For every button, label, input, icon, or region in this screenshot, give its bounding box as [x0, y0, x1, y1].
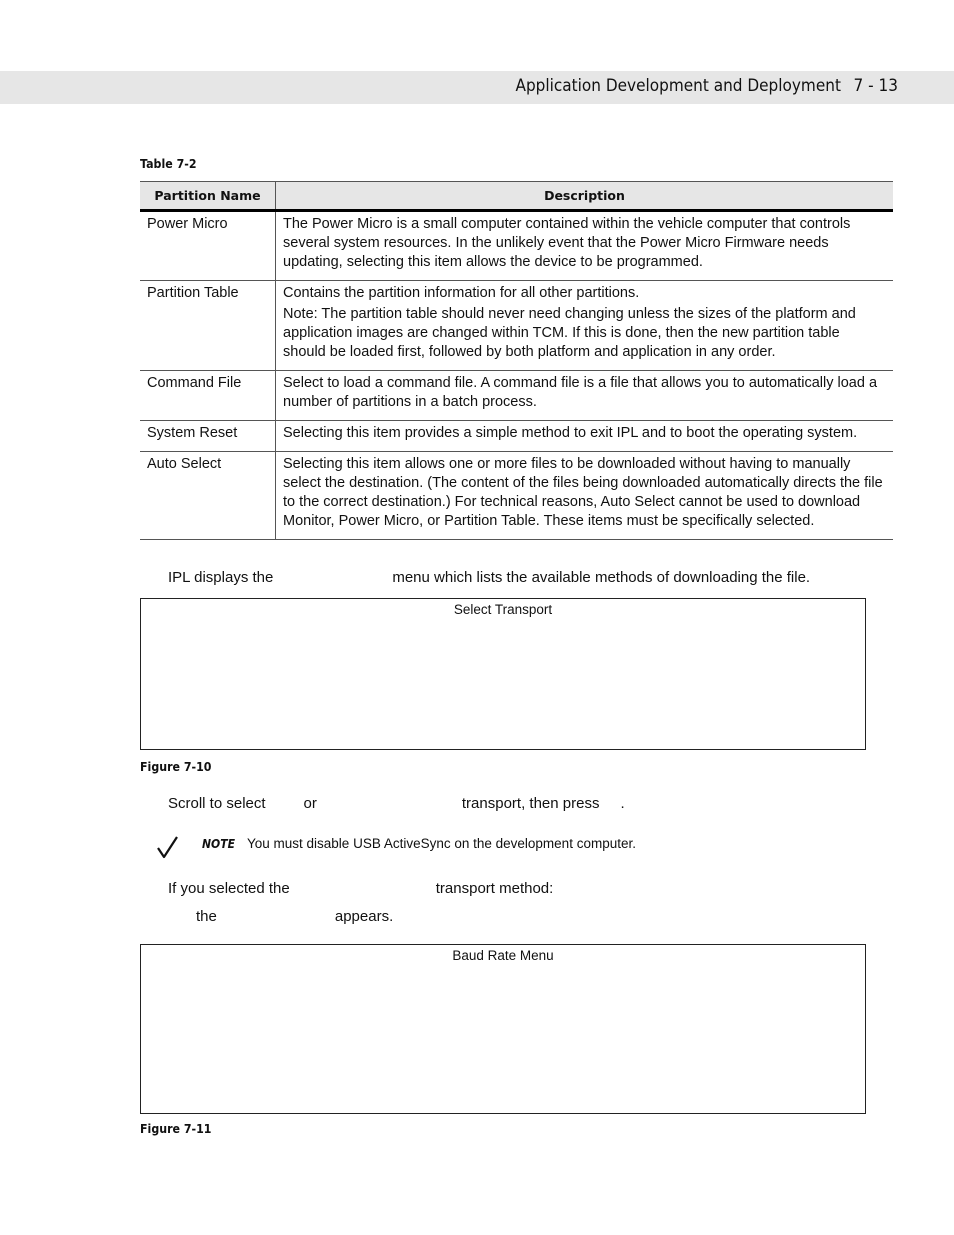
partition-name-cell: System Reset [140, 421, 276, 452]
baud-rate-screen [140, 944, 866, 1114]
step-menu-appears [196, 908, 393, 925]
step-text: or [303, 795, 317, 812]
step-text: . [620, 795, 625, 812]
partition-table [140, 181, 893, 540]
step-text: transport method: [435, 880, 554, 897]
step-text: menu which lists the available methods of downloading the file. [392, 569, 811, 586]
screen-title: Select Transport [453, 602, 553, 617]
note-text: You must disable USB ActiveSync on the development computer. [247, 836, 636, 851]
description-cell [276, 452, 894, 540]
table-row [140, 371, 893, 421]
table-row [140, 452, 893, 540]
step-scroll-select [168, 795, 625, 812]
table-header-row [140, 182, 893, 211]
step-text: Scroll to select [168, 795, 266, 812]
select-transport-screen [140, 598, 866, 750]
page-number: 7 - 13 [853, 76, 898, 96]
screen-title: Baud Rate Menu [452, 948, 554, 963]
step-text: appears. [334, 908, 394, 925]
step-text: IPL displays the [168, 569, 274, 586]
partition-name-cell: Command File [140, 371, 276, 421]
partition-name-cell: Partition Table [140, 281, 276, 371]
description-cell [276, 281, 894, 371]
column-header-partition-name: Partition Name [140, 182, 276, 211]
note-label: NOTE [202, 837, 235, 851]
table-row [140, 421, 893, 452]
step-text: If you selected the [168, 880, 290, 897]
checkmark-icon [157, 835, 179, 861]
column-header-description: Description [276, 182, 894, 211]
description-text: Selecting this item allows one or more files to be downloaded without having to manually select the destination. (The content of the files being downloaded automatically directs the file to the correct destination.) For technical reasons, Auto Select cannot be used to download Monitor, Power Micro, or Partition Table. These items must be specifically selected. [283, 456, 883, 529]
step-text: transport, then press [461, 795, 600, 812]
figure-caption: Figure 7-11 [140, 1122, 212, 1136]
description-text: Contains the partition information for all other partitions. [283, 285, 640, 301]
description-cell [276, 371, 894, 421]
partition-name-cell: Auto Select [140, 452, 276, 540]
chapter-title: Application Development and Deployment [515, 76, 841, 96]
description-note: Note: The partition table should never need changing unless the sizes of the platform and application images are changed within TCM. If this is done, then the new partition table should be loaded first, followed by both platform and application in any order. [283, 306, 856, 360]
table-row [140, 281, 893, 371]
figure-caption: Figure 7-10 [140, 760, 212, 774]
description-text: The Power Micro is a small computer contained within the vehicle computer that controls several system resources. In the unlikely event that the Power Micro Firmware needs updating, selecting this item allows the device to be programmed. [283, 216, 851, 270]
description-cell [276, 211, 894, 281]
step-text: the [196, 908, 217, 925]
description-text: Select to load a command file. A command file is a file that allows you to automatically load a number of partitions in a batch process. [283, 375, 878, 410]
step-if-selected [168, 880, 553, 897]
table-caption: Table 7-2 [140, 157, 197, 171]
step-ipl-displays [168, 569, 810, 586]
description-cell [276, 421, 894, 452]
description-text: Selecting this item provides a simple method to exit IPL and to boot the operating system. [283, 425, 858, 441]
running-header [516, 76, 899, 96]
table-row [140, 211, 893, 281]
partition-name-cell: Power Micro [140, 211, 276, 281]
